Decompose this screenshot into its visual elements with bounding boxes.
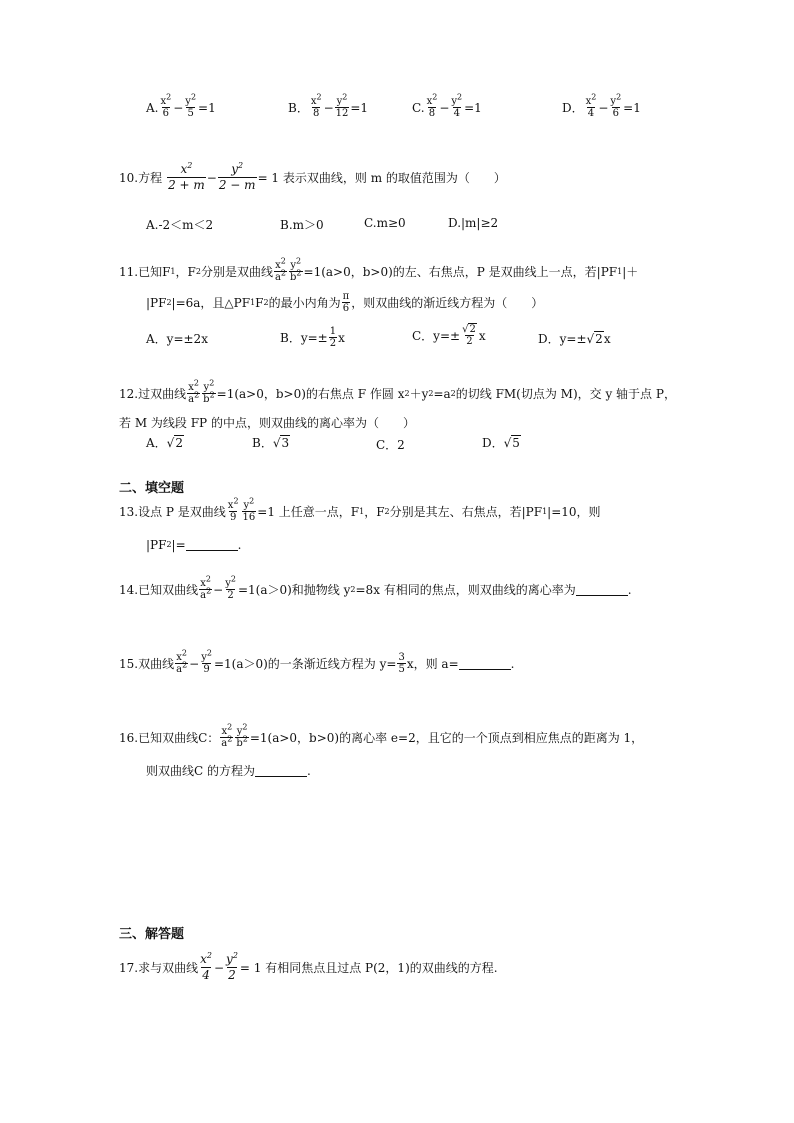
q11-option-b: B．y=± $\frac{1}{2}$ x <box>280 326 345 349</box>
q10-option-b: B.m＞0 <box>280 218 324 232</box>
question-12-line2: 若 M 为线段 FP 的中点，则双曲线的离心率为（ ） <box>119 416 415 430</box>
answer-blank[interactable] <box>576 584 628 596</box>
question-13-line1: 13.设点 P 是双曲线 $\frac{x^2}{9}$ $\frac{y^2}{16}$ =1 上任意一点，F 1 ，F 2 分别是其左、右焦点，若|PF 1 |=10，则 <box>119 496 601 523</box>
q11-option-a: A．y=±2x <box>146 332 208 346</box>
q9-option-d: D． $\frac{x^2}{4}$ − $\frac{y^2}{6}$ =1 <box>562 92 641 119</box>
question-13-line2: |PF 2 |= . <box>146 538 242 552</box>
question-12-line1: 12.过双曲线 $\frac{x^2}{a^2}$ $\frac{y^2}{b^2}$ =1(a>0，b>0)的右焦点 F 作圆 x 2 ＋y 2 =a 2 的切线 FM(切点为 M)，交 y 轴于点 P， <box>119 378 676 405</box>
q12-option-a: A． √ 2 <box>146 435 183 450</box>
q10-option-c: C.m≥0 <box>364 216 406 230</box>
q11-option-d: D．y=± √ 2 x <box>538 331 611 346</box>
question-16-line1: 16.已知双曲线C： $\frac{x^2}{a^2}$ $\frac{y^2}{b^2}$ =1(a>0，b>0)的离心率 e=2，且它的一个顶点到相应焦点的距离为 1， <box>119 722 644 749</box>
q10-option-d: D.|m|≥2 <box>448 216 499 230</box>
q12-option-d: D． √ 5 <box>482 435 520 450</box>
answer-blank[interactable] <box>255 765 307 777</box>
section-heading-fill-in: 二、填空题 <box>119 481 185 496</box>
q9-option-a: A. $\frac{x^2}{6}$ − $\frac{y^2}{5}$ =1 <box>146 92 216 119</box>
answer-blank[interactable] <box>186 539 238 551</box>
answer-blank[interactable] <box>459 658 511 670</box>
q11-option-c: C．y=± $\frac{√2}{2}$ x <box>412 324 486 347</box>
fraction: $\frac{x^2}{6}$ <box>160 92 172 119</box>
question-11-line2: |PF 2 |=6a，且△PF 1 F 2 的最小内角为 $\frac{\pi}{6}$ ，则双曲线的渐近线方程为（ ） <box>146 291 544 314</box>
q9-option-c: C. $\frac{x^2}{8}$ − $\frac{y^2}{4}$ =1 <box>412 92 482 119</box>
question-14: 14.已知双曲线 $\frac{x^2}{a^2}$ − $\frac{y^2}{2}$ =1(a＞0)和抛物线 y 2 =8x 有相同的焦点，则双曲线的离心率为 . <box>119 574 632 601</box>
fraction: $\frac{y^2}{5}$ <box>185 92 197 119</box>
q12-option-b: B． √ 3 <box>252 435 290 450</box>
question-15: 15.双曲线 $\frac{x^2}{a^2}$ − $\frac{y^2}{9}$ =1(a＞0)的一条渐近线方程为 y= $\frac{3}{5}$ x，则 a= . <box>119 648 515 675</box>
section-heading-solution: 三、解答题 <box>119 927 185 942</box>
question-17: 17.求与双曲线 $\frac{x^2}{4}$ − $\frac{y^2}{2}$ = 1 有相同焦点且过点 P(2，1)的双曲线的方程. <box>119 951 498 982</box>
question-10: 10.方程 $\frac{x^2}{2 + m}$ − $\frac{y^2}{2 - m}$ = 1 表示双曲线，则 m 的取值范围为（ ） <box>119 161 506 192</box>
question-11-line1: 11.已知F 1 ，F 2 分别是双曲线 $\frac{x^2}{a^2}$ $\frac{y^2}{b^2}$ =1(a>0，b>0)的左、右焦点，P 是双曲线上一点，若|PF 1 |＋ <box>119 256 639 283</box>
question-16-line2: 则双曲线C 的方程为 . <box>146 763 311 778</box>
q12-option-c: C．2 <box>376 438 405 452</box>
q10-option-a: A.-2＜m＜2 <box>146 218 214 232</box>
q9-option-b: B． $\frac{x^2}{8}$ − $\frac{y^2}{12}$ =1 <box>288 92 369 119</box>
